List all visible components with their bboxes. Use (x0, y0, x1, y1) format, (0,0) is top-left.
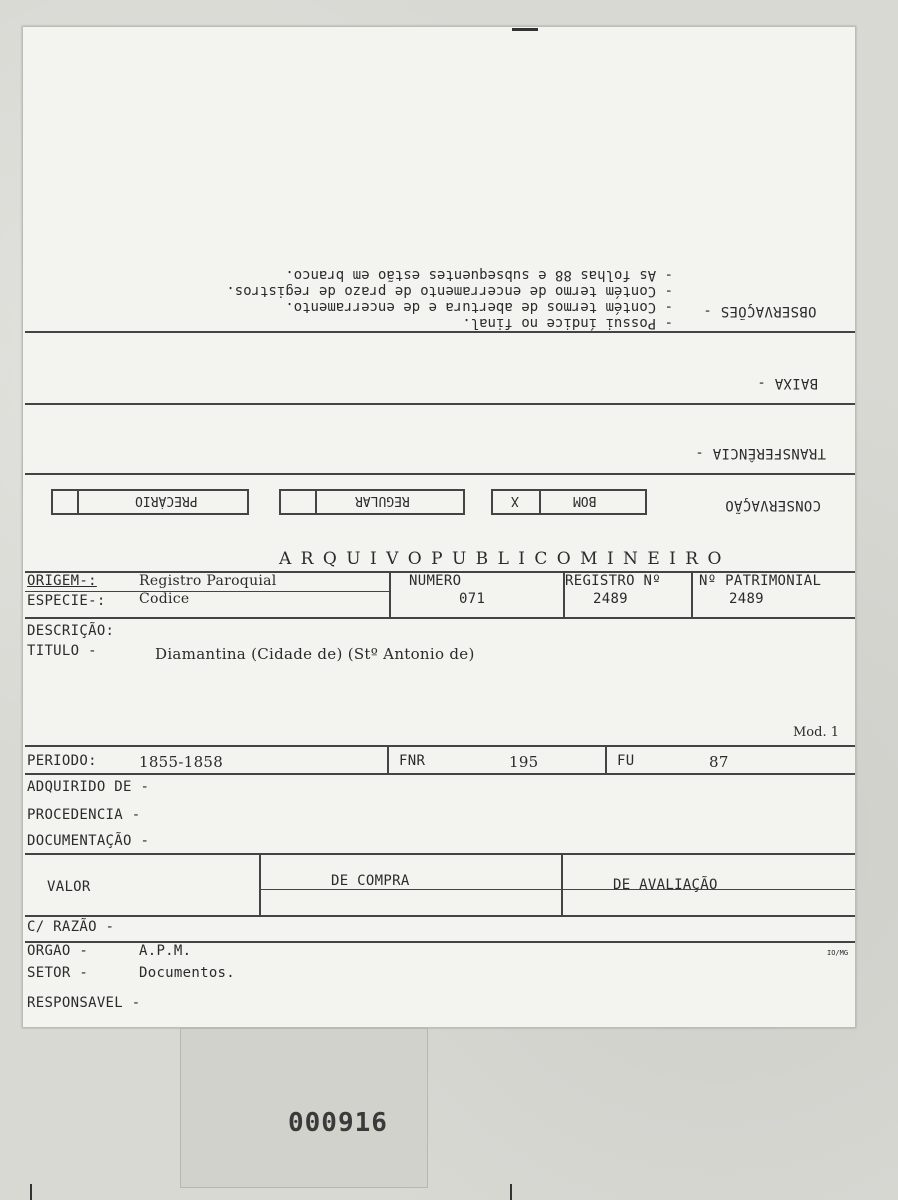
numero-label: NUMERO (409, 573, 462, 589)
documentacao-label: DOCUMENTAÇÃO - (27, 833, 150, 849)
divider (315, 489, 317, 513)
divider (389, 571, 391, 619)
fnr-value: 195 (509, 753, 539, 771)
fnr-label: FNR (399, 753, 426, 769)
fu-value: 87 (709, 753, 729, 771)
note-item: - Possui índice no final. (462, 315, 673, 331)
divider (539, 489, 541, 513)
divider (25, 331, 855, 333)
note-item: - Contém termo de encerramento de prazo de registros. (226, 283, 673, 299)
setor-value: Documentos. (139, 965, 236, 981)
registro-value: 2489 (593, 591, 628, 607)
patrimonial-label: Nº PATRIMONIAL (699, 573, 822, 589)
baixa-label: BAIXA - (757, 375, 819, 391)
divider (25, 773, 855, 775)
origem-value: Registro Paroquial (139, 573, 277, 589)
numero-value: 071 (459, 591, 486, 607)
razao-label: C/ RAZÃO - (27, 919, 115, 935)
divider (25, 853, 855, 855)
divider (25, 617, 855, 619)
registro-label: REGISTRO Nº (565, 573, 662, 589)
divider (561, 853, 563, 915)
condition-bom-label: BOM (573, 493, 597, 508)
descricao-label: DESCRIÇÃO: (27, 623, 115, 639)
divider (25, 473, 855, 475)
form-code: IO/MG (827, 949, 849, 957)
origem-label: ORIGEM-: (27, 573, 97, 589)
periodo-value: 1855-1858 (139, 753, 224, 771)
divider (25, 403, 855, 405)
divider (691, 571, 693, 619)
responsavel-label: RESPONSAVEL - (27, 995, 141, 1011)
compra-label: DE COMPRA (331, 873, 410, 889)
avaliacao-label: DE AVALIAÇÃO (613, 877, 718, 893)
fu-label: FU (617, 753, 635, 769)
scan-mark (512, 28, 538, 31)
note-item: - Contém termos de abertura e de encerramento. (285, 299, 673, 315)
note-item: - As folhas 88 e subsequentes estão em branco. (285, 267, 673, 283)
transferencia-label: TRANSFERÊNCIA - (695, 445, 826, 461)
scan-mark (510, 1184, 512, 1200)
divider (259, 853, 261, 915)
titulo-value: Diamantina (Cidade de) (Stº Antonio de) (155, 645, 475, 663)
titulo-label: TITULO - (27, 643, 97, 659)
condition-regular-label: REGULAR (355, 493, 410, 508)
scan-mark (30, 1184, 32, 1200)
adquirido-label: ADQUIRIDO DE - (27, 779, 150, 795)
procedencia-label: PROCEDENCIA - (27, 807, 141, 823)
institution-title: A R Q U I V O P U B L I C O M I N E I R O (279, 549, 724, 569)
orgao-label: ORGAO - (27, 943, 89, 959)
especie-value: Codice (139, 591, 190, 607)
divider (25, 915, 855, 917)
divider (605, 745, 607, 773)
condition-bom-mark: X (511, 493, 519, 508)
patrimonial-value: 2489 (729, 591, 764, 607)
conservacao-label: CONSERVAÇÃO (725, 497, 822, 513)
periodo-label: PERIODO: (27, 753, 97, 769)
setor-label: SETOR - (27, 965, 89, 981)
divider (77, 489, 79, 513)
observations-notes (203, 241, 673, 331)
catalog-card (22, 26, 856, 1028)
especie-label: ESPECIE-: (27, 593, 106, 609)
divider (259, 889, 855, 890)
divider (387, 745, 389, 773)
divider (25, 745, 855, 747)
orgao-value: A.P.M. (139, 943, 192, 959)
divider (25, 591, 389, 592)
stamp-number: 000916 (288, 1108, 388, 1138)
valor-label: VALOR (47, 879, 91, 895)
observacoes-label: OBSERVAÇÕES - (703, 303, 817, 319)
condition-precario-label: PRECÁRIO (135, 493, 198, 508)
model-label: Mod. 1 (793, 725, 839, 740)
